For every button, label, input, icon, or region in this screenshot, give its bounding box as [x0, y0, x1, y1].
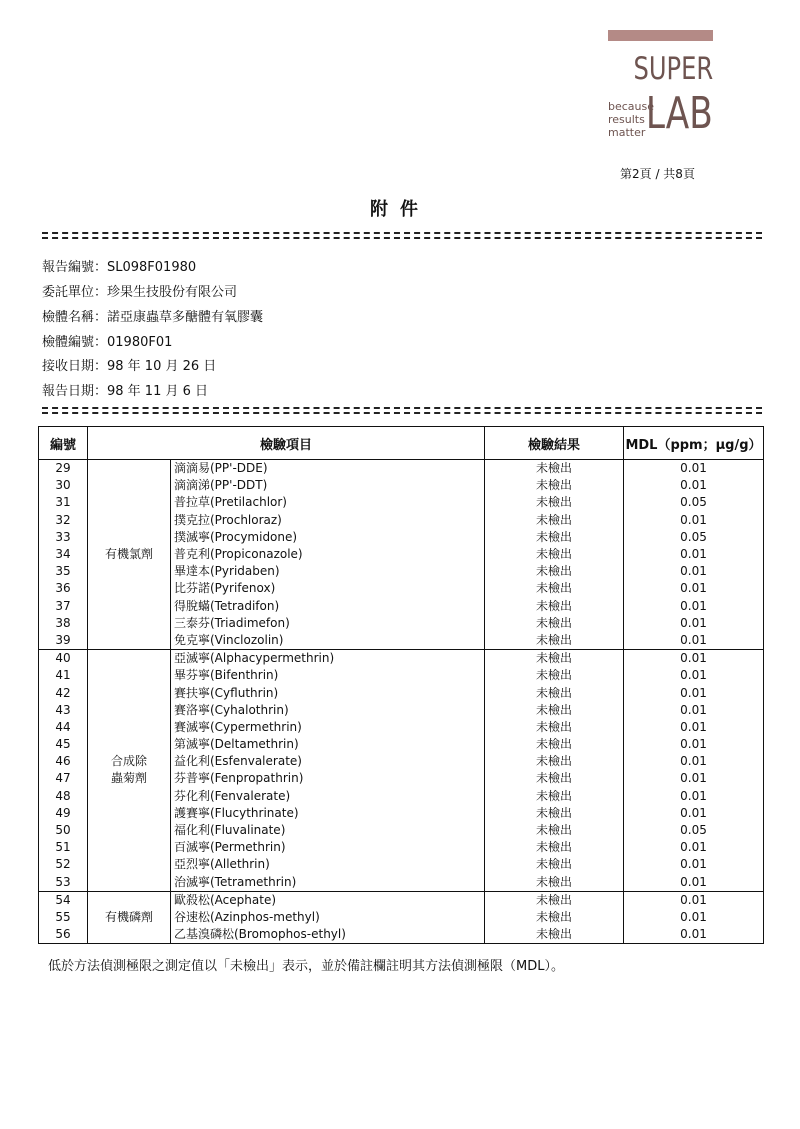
- header-item: 檢驗項目: [88, 427, 485, 460]
- cell-item: 谷速松(Azinphos-methyl): [171, 909, 485, 926]
- cell-category: [88, 460, 171, 650]
- cell-result: 未檢出: [485, 494, 624, 511]
- cell-result: 未檢出: [485, 753, 624, 770]
- cell-number: 56: [39, 926, 88, 944]
- cell-item: 賽扶寧(Cyfluthrin): [171, 684, 485, 701]
- cell-result: 未檢出: [485, 598, 624, 615]
- cell-result: 未檢出: [485, 650, 624, 668]
- cell-result: 未檢出: [485, 788, 624, 805]
- table-row: [39, 460, 764, 478]
- cell-result: 未檢出: [485, 477, 624, 494]
- cell-item: 免克寧(Vinclozolin): [171, 632, 485, 650]
- cell-mdl: 0.01: [624, 512, 764, 529]
- cell-result: 未檢出: [485, 736, 624, 753]
- page-title: 附件: [370, 199, 430, 220]
- cell-mdl: 0.01: [624, 891, 764, 909]
- tagline-line: matter: [608, 126, 646, 139]
- cell-item: 普克利(Propiconazole): [171, 546, 485, 563]
- cell-result: 未檢出: [485, 891, 624, 909]
- cell-mdl: 0.01: [624, 753, 764, 770]
- table-header-row: [39, 427, 764, 460]
- cell-number: 29: [39, 460, 88, 478]
- cell-mdl: 0.01: [624, 909, 764, 926]
- cell-number: 31: [39, 494, 88, 511]
- cell-item: 三泰芬(Triadimefon): [171, 615, 485, 632]
- divider: [42, 232, 762, 239]
- report-date: 報告日期：98 年 11 月 6 日: [42, 384, 209, 399]
- cell-item: 護賽寧(Flucythrinate): [171, 805, 485, 822]
- cell-item: 滴滴涕(PP'-DDT): [171, 477, 485, 494]
- report-number: 報告編號：SL098F01980: [42, 260, 197, 275]
- cell-number: 44: [39, 719, 88, 736]
- page-number: 第2頁 / 共8頁: [620, 167, 695, 181]
- cell-item: 益化利(Esfenvalerate): [171, 753, 485, 770]
- cell-number: 53: [39, 874, 88, 892]
- cell-mdl: 0.01: [624, 702, 764, 719]
- cell-number: 30: [39, 477, 88, 494]
- cell-item: 亞烈寧(Allethrin): [171, 856, 485, 873]
- cell-item: 畢芬寧(Bifenthrin): [171, 667, 485, 684]
- divider: [42, 407, 762, 414]
- cell-result: 未檢出: [485, 512, 624, 529]
- cell-mdl: 0.01: [624, 736, 764, 753]
- cell-result: 未檢出: [485, 580, 624, 597]
- cell-result: 未檢出: [485, 667, 624, 684]
- cell-item: 百滅寧(Permethrin): [171, 839, 485, 856]
- cell-item: 普拉草(Pretilachlor): [171, 494, 485, 511]
- cell-mdl: 0.01: [624, 684, 764, 701]
- logo-bar: [608, 30, 713, 41]
- cell-result: 未檢出: [485, 632, 624, 650]
- logo-super: SUPER: [633, 51, 713, 87]
- cell-result: 未檢出: [485, 460, 624, 478]
- cell-number: 34: [39, 546, 88, 563]
- cell-mdl: 0.01: [624, 667, 764, 684]
- cell-result: 未檢出: [485, 839, 624, 856]
- category-label: 有機氯劑: [104, 547, 153, 562]
- cell-result: 未檢出: [485, 702, 624, 719]
- cell-mdl: 0.01: [624, 650, 764, 668]
- category-label: 合成除: [110, 754, 147, 769]
- cell-item: 撲克拉(Prochloraz): [171, 512, 485, 529]
- cell-result: 未檢出: [485, 805, 624, 822]
- cell-number: 51: [39, 839, 88, 856]
- header-result: 檢驗結果: [485, 427, 624, 460]
- cell-number: 32: [39, 512, 88, 529]
- cell-item: 芬普寧(Fenpropathrin): [171, 770, 485, 787]
- cell-mdl: 0.05: [624, 822, 764, 839]
- tagline-line: because: [608, 100, 655, 113]
- cell-result: 未檢出: [485, 874, 624, 892]
- received-date: 接收日期：98 年 10 月 26 日: [42, 359, 217, 374]
- cell-number: 39: [39, 632, 88, 650]
- category-label: 有機磷劑: [104, 909, 153, 924]
- cell-number: 49: [39, 805, 88, 822]
- cell-number: 52: [39, 856, 88, 873]
- cell-mdl: 0.01: [624, 598, 764, 615]
- cell-result: 未檢出: [485, 529, 624, 546]
- cell-item: 第滅寧(Deltamethrin): [171, 736, 485, 753]
- header-no: 編號: [39, 427, 88, 460]
- cell-number: 41: [39, 667, 88, 684]
- cell-item: 亞滅寧(Alphacypermethrin): [171, 650, 485, 668]
- cell-item: 比芬諾(Pyrifenox): [171, 580, 485, 597]
- cell-item: 福化利(Fluvalinate): [171, 822, 485, 839]
- cell-number: 36: [39, 580, 88, 597]
- table-row: [39, 891, 764, 909]
- cell-number: 45: [39, 736, 88, 753]
- cell-number: 42: [39, 684, 88, 701]
- cell-number: 35: [39, 563, 88, 580]
- cell-number: 48: [39, 788, 88, 805]
- cell-result: 未檢出: [485, 856, 624, 873]
- cell-mdl: 0.01: [624, 856, 764, 873]
- cell-result: 未檢出: [485, 822, 624, 839]
- cell-mdl: 0.01: [624, 580, 764, 597]
- tagline-line: results: [608, 113, 645, 126]
- sample-name: 檢體名稱：諾亞康蟲草多醣體有氧膠囊: [42, 310, 264, 325]
- cell-item: 乙基溴磷松(Bromophos-ethyl): [171, 926, 485, 944]
- cell-item: 治滅寧(Tetramethrin): [171, 874, 485, 892]
- cell-item: 滴滴易(PP'-DDE): [171, 460, 485, 478]
- logo-lab: LAB: [646, 88, 713, 139]
- cell-number: 43: [39, 702, 88, 719]
- cell-item: 歐殺松(Acephate): [171, 891, 485, 909]
- cell-number: 38: [39, 615, 88, 632]
- cell-item: 芬化利(Fenvalerate): [171, 788, 485, 805]
- cell-result: 未檢出: [485, 684, 624, 701]
- header-mdl: MDL（ppm；μg/g）: [624, 427, 764, 460]
- superlab-logo: [608, 30, 713, 142]
- cell-mdl: 0.01: [624, 926, 764, 944]
- cell-number: 37: [39, 598, 88, 615]
- table-row: [39, 650, 764, 668]
- cell-mdl: 0.05: [624, 494, 764, 511]
- table-body: [39, 460, 764, 944]
- cell-result: 未檢出: [485, 909, 624, 926]
- category-label: 蟲菊劑: [110, 771, 147, 786]
- cell-result: 未檢出: [485, 770, 624, 787]
- cell-number: 47: [39, 770, 88, 787]
- sample-number: 檢體編號：01980F01: [42, 335, 173, 350]
- cell-number: 46: [39, 753, 88, 770]
- cell-mdl: 0.01: [624, 632, 764, 650]
- cell-number: 54: [39, 891, 88, 909]
- cell-mdl: 0.01: [624, 770, 764, 787]
- footnote: 低於方法偵測極限之測定值以「未檢出」表示，並於備註欄註明其方法偵測極限（MDL）。: [48, 959, 564, 974]
- cell-category: [88, 650, 171, 892]
- cell-result: 未檢出: [485, 719, 624, 736]
- cell-number: 33: [39, 529, 88, 546]
- cell-mdl: 0.01: [624, 788, 764, 805]
- cell-item: 賽滅寧(Cypermethrin): [171, 719, 485, 736]
- cell-number: 50: [39, 822, 88, 839]
- results-table: [38, 426, 764, 944]
- cell-mdl: 0.01: [624, 460, 764, 478]
- cell-mdl: 0.01: [624, 719, 764, 736]
- cell-number: 55: [39, 909, 88, 926]
- cell-category: [88, 891, 171, 944]
- cell-mdl: 0.01: [624, 615, 764, 632]
- client-name: 委託單位：珍果生技股份有限公司: [42, 285, 238, 300]
- cell-result: 未檢出: [485, 546, 624, 563]
- cell-result: 未檢出: [485, 615, 624, 632]
- cell-number: 40: [39, 650, 88, 668]
- cell-mdl: 0.01: [624, 563, 764, 580]
- cell-mdl: 0.01: [624, 546, 764, 563]
- cell-item: 得脫蟎(Tetradifon): [171, 598, 485, 615]
- cell-result: 未檢出: [485, 563, 624, 580]
- cell-mdl: 0.05: [624, 529, 764, 546]
- cell-item: 賽洛寧(Cyhalothrin): [171, 702, 485, 719]
- cell-item: 畢達本(Pyridaben): [171, 563, 485, 580]
- cell-mdl: 0.01: [624, 874, 764, 892]
- cell-mdl: 0.01: [624, 805, 764, 822]
- cell-mdl: 0.01: [624, 477, 764, 494]
- cell-result: 未檢出: [485, 926, 624, 944]
- cell-mdl: 0.01: [624, 839, 764, 856]
- cell-item: 撲滅寧(Procymidone): [171, 529, 485, 546]
